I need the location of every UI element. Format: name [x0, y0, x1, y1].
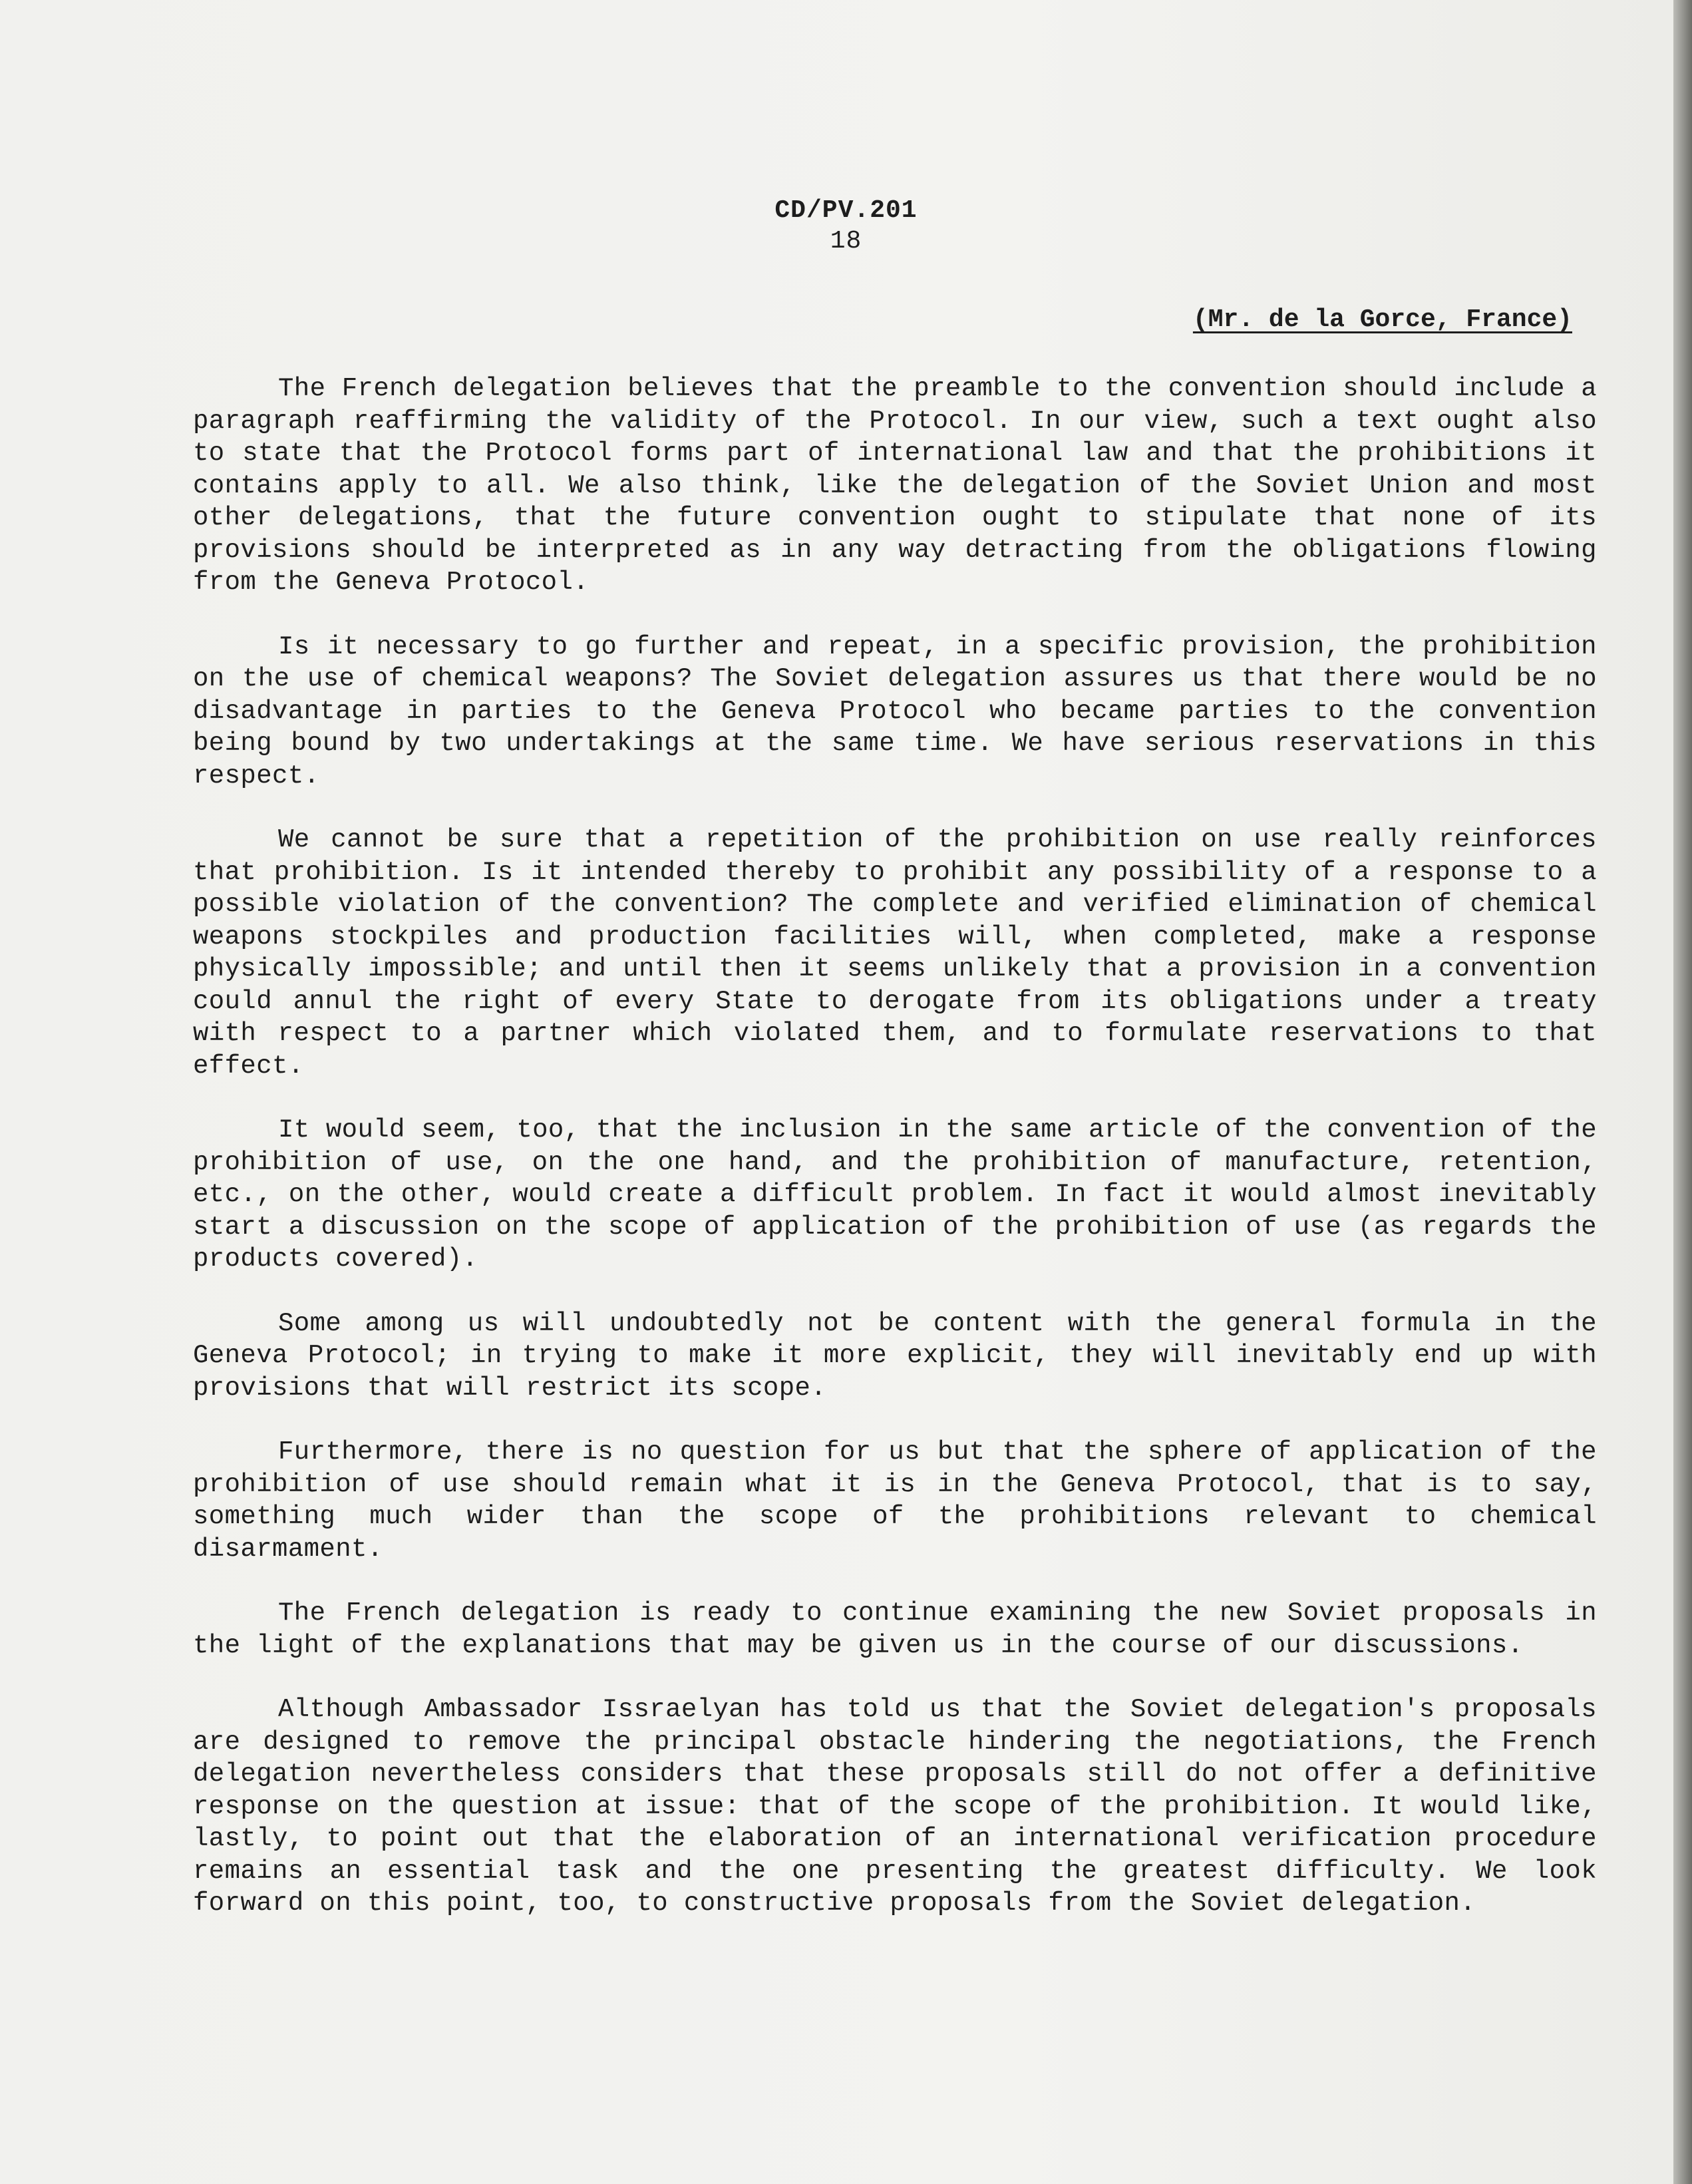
- speaker-label: (Mr. de la Gorce, France): [1192, 305, 1572, 334]
- paragraph: The French delegation believes that the preamble to the convention should include a paragraph reaffirming the validity of the Protocol. In our view, such a text ought also to state that the Protocol forms part of international law and that the prohibitions it contains apply to all. We also think, like the delegation of the Soviet Union and most other delegations, that the future convention ought to stipulate that none of its provisions should be interpreted as in any way detracting from the obligations flowing from the Geneva Protocol.: [193, 374, 1597, 597]
- paragraph: It would seem, too, that the inclusion in the same article of the convention of the prohibition of use, on the one hand, and the prohibition of manufacture, retention, etc., on the other, would create a difficult problem. In fact it would almost inevitably start a discussion on the scope of application of the prohibition of use (as regards the products covered).: [193, 1115, 1597, 1274]
- paragraph: We cannot be sure that a repetition of the prohibition on use really reinforces that prohibition. Is it intended thereby to prohibit any possibility of a response to a possible violation of the convention? The complete and verified elimination of chemical weapons stockpiles and production facilities will, when completed, make a response physically impossible; and until then it seems unlikely that a provision in a convention could annul the right of every State to derogate from its obligations under a treaty with respect to a partner which violated them, and to formulate reservations to that effect.: [193, 825, 1597, 1081]
- paragraph: Some among us will undoubtedly not be content with the general formula in the Geneva Protocol; in trying to make it more explicit, they will inevitably end up with provisions that will restrict its scope.: [193, 1308, 1597, 1403]
- paragraph: Although Ambassador Issraelyan has told us that the Soviet delegation's proposals are designed to remove the principal obstacle hindering the negotiations, the French delegation nevertheless considers that these proposals still do not offer a definitive response on the question at issue: that of the scope of the prohibition. It would like, lastly, to point out that the elaboration of an international verification procedure remains an essential task and the one presenting the greatest difficulty. We look forward on this point, too, to constructive proposals from the Soviet delegation.: [193, 1695, 1597, 1918]
- paragraph: Furthermore, there is no question for us but that the sphere of application of the prohibition of use should remain what it is in the Geneva Protocol, that is to say, something much wider than the scope of the prohibitions relevant to chemical disarmament.: [193, 1437, 1597, 1564]
- body-text: [193, 373, 1597, 1920]
- document-symbol: CD/PV.201: [774, 196, 918, 225]
- page-number: 18: [830, 227, 862, 256]
- paragraph: Is it necessary to go further and repeat, in a specific provision, the prohibition on the use of chemical weapons? The Soviet delegation assures us that there would be no disadvantage in parties to the Geneva Protocol who became parties to the convention being bound by two undertakings at the same time. We have serious reservations in this respect.: [193, 632, 1597, 791]
- paragraph: The French delegation is ready to continue examining the new Soviet proposals in the light of the explanations that may be given us in the course of our discussions.: [193, 1598, 1597, 1660]
- page-edge-shadow: [1673, 0, 1692, 2184]
